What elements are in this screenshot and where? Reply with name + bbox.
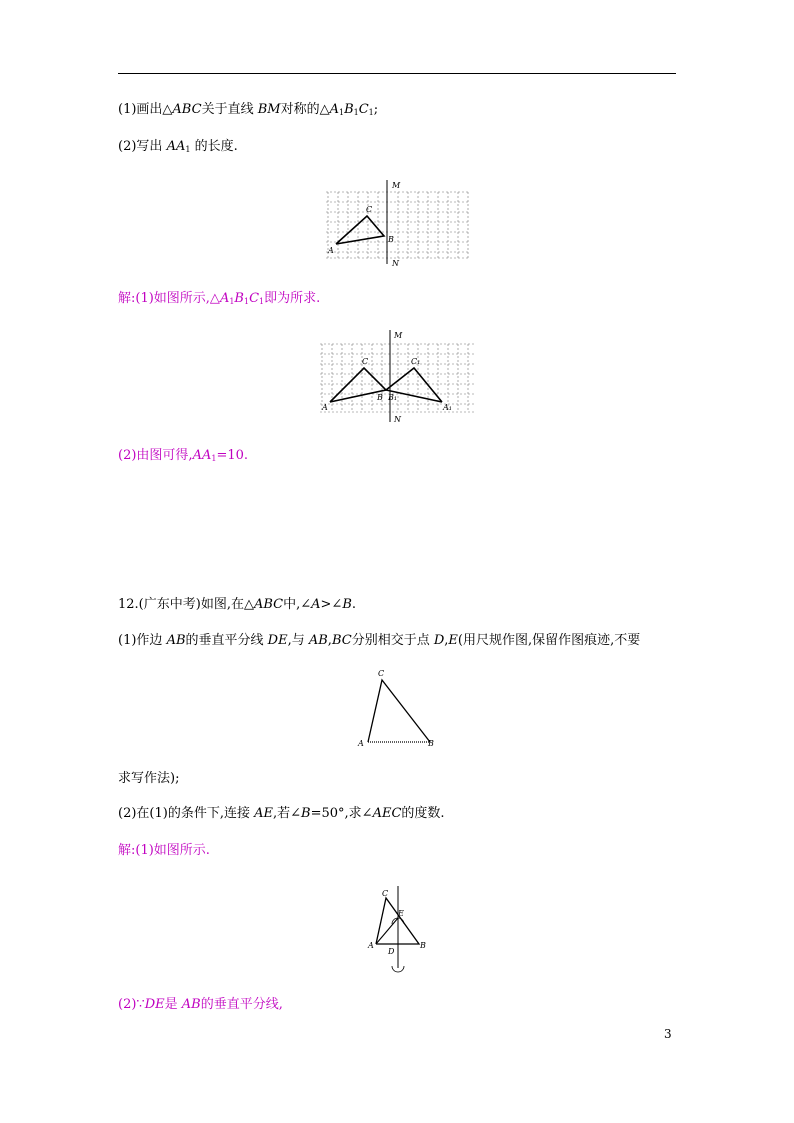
fig4-label-d: D xyxy=(388,947,395,956)
fig2-label-n: N xyxy=(394,415,401,424)
fig1-label-m: M xyxy=(392,181,401,190)
q11-part1: (1)画出△ABC关于直线 BM对称的$\triangle A_1B_1C_1$; xyxy=(118,102,379,117)
fig2-label-m: M xyxy=(394,331,403,340)
fig3-label-c: C xyxy=(378,669,385,678)
fig4-label-c: C xyxy=(382,889,389,898)
q11-part2: (2)写出 $AA_1$ 的长度. xyxy=(118,139,238,154)
fig4-label-a: A xyxy=(368,941,374,950)
page-number: 3 xyxy=(664,1027,672,1041)
fig3-label-b: B xyxy=(428,739,434,748)
q11-figure-grid xyxy=(322,178,472,268)
header-rule xyxy=(118,73,676,74)
fig4-label-b: B xyxy=(420,941,426,950)
fig1-label-n: N xyxy=(392,259,399,268)
fig2-label-c: C xyxy=(362,357,369,366)
q12-part1: (1)作边 AB的垂直平分线 DE,与 AB,BC分别相交于点 D,E(用尺规作图,保留作图痕迹,不要 xyxy=(118,633,641,648)
fig2-label-a: A xyxy=(322,403,328,412)
fig2-label-c1: C₁ xyxy=(411,357,421,366)
fig1-label-c: C xyxy=(366,205,373,214)
q12-figure-triangle xyxy=(352,664,442,750)
fig1-label-a: A xyxy=(328,246,334,255)
q12-part2: (2)在(1)的条件下,连接 AE,若∠B=50°,求∠AEC的度数. xyxy=(118,806,445,821)
q11-figure-answer-grid xyxy=(316,326,478,426)
q11-answer2: (2)由图可得$,AA_1=10$. xyxy=(118,448,249,463)
fig4-label-e: E xyxy=(398,909,404,918)
q12-answer2: (2)∵DE是 AB的垂直平分线, xyxy=(118,997,283,1012)
fig3-label-a: A xyxy=(358,739,364,748)
q12-title: 12.(广东中考)如图,在△ABC中,∠A>∠B. xyxy=(118,597,357,612)
q12-answer1: 解:(1)如图所示. xyxy=(118,843,210,858)
q12-figure-answer xyxy=(364,884,434,974)
q11-answer1: 解:(1)如图所示$,\triangle A_1B_1C_1$即为所求. xyxy=(118,291,321,306)
fig1-label-b: B xyxy=(388,235,394,244)
fig2-label-b: B xyxy=(377,393,383,402)
fig2-label-b1: B₁ xyxy=(388,393,398,402)
q12-part1-continued: 求写作法); xyxy=(118,771,180,786)
fig2-label-a1: A₁ xyxy=(443,403,452,412)
